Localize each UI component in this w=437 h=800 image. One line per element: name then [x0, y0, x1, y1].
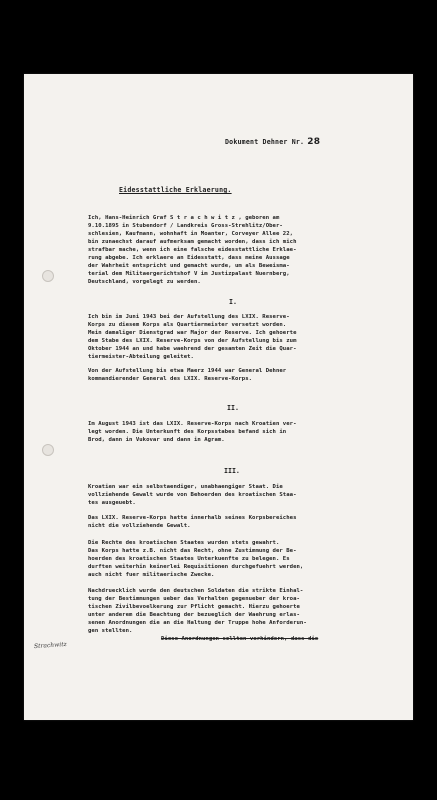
text-line: Das LXIX. Reserve-Korps hatte innerhalb seines Korpsbereiches	[88, 515, 297, 521]
text-line: bin zunaechst darauf aufmerksam gemacht worden, dass ich mich	[88, 239, 297, 245]
section-2-paragraph-1	[88, 420, 388, 444]
text-line: gen stellten.	[88, 628, 133, 634]
text-line: Ich bin im Juni 1943 bei der Aufstellung des LXIX. Reserve-	[88, 314, 290, 320]
text-line: vollziehende Gewalt wurde von Behoerden des kroatischen Staa-	[88, 492, 297, 498]
text-line: Die Rechte des kroatischen Staates wurden stets gewahrt.	[88, 540, 280, 546]
text-line: Ich, Hans-Heinrich Graf S t r a c h w i t z , geboren am	[88, 215, 280, 221]
section-3-paragraph-1	[88, 483, 388, 507]
section-1-paragraph-1	[88, 313, 388, 361]
text-line: legt worden. Die Unterkunft des Korpsstabes befand sich in	[88, 429, 287, 435]
text-line: tes ausgeuebt.	[88, 500, 136, 506]
text-line: durften weiterhin keinerlei Requisitionen durchgefuehrt werden,	[88, 564, 304, 570]
text-line: Brod, dann in Vukovar und dann in Agram.	[88, 437, 225, 443]
punch-hole-upper	[42, 270, 54, 282]
text-line: Mein damaliger Dienstgrad war Major der Reserve. Ich gehoerte	[88, 330, 297, 336]
document-number-label: Dokument Dehner Nr.	[225, 138, 305, 146]
text-line: hoerden des kroatischen Staates Unterkuenfte zu belegen. Es	[88, 556, 290, 562]
text-line: Von der Aufstellung bis etwa Maerz 1944 war General Dehner	[88, 368, 287, 374]
text-line: strafbar mache, wenn ich eine falsche eidesstattliche Erklae-	[88, 247, 297, 253]
text-line: nicht die vollziehende Gewalt.	[88, 523, 191, 529]
text-line: Das Korps hatte z.B. nicht das Recht, ohne Zustimmung der Be-	[88, 548, 297, 554]
text-line: der Wahrheit entspricht und gemacht wurde, um als Beweisma-	[88, 263, 290, 269]
text-line: tung der Bestimmungen ueber das Verhalten gegenueber der kroa-	[88, 596, 300, 602]
text-line: schlesien, Kaufmann, wohnhaft in Moanter, Corveyer Allee 22,	[88, 231, 294, 237]
punch-hole-lower	[42, 444, 54, 456]
text-line: tischen Zivilbevoelkerung zur Pflicht gemacht. Hierzu gehoerte	[88, 604, 300, 610]
text-line: tiermeister-Abteilung geleitet.	[88, 354, 194, 360]
section-numeral-2: II.	[227, 404, 239, 412]
section-3-paragraph-2	[88, 514, 388, 530]
text-line: unter anderem die Beachtung der bezueglich der Waehrung erlas-	[88, 612, 300, 618]
text-line: auch nicht fuer militaerische Zwecke.	[88, 572, 215, 578]
text-line: kommandierender General des LXIX. Reserve-Korps.	[88, 376, 253, 382]
intro-paragraph	[88, 214, 388, 286]
text-line: Oktober 1944 an und habe waehrend der gesamten Zeit die Quar-	[88, 346, 297, 352]
struck-through-line: Diese Anordnungen sollten verhindern, dass die	[161, 636, 319, 642]
section-numeral-3: III.	[224, 467, 240, 475]
section-numeral-1: I.	[229, 298, 237, 306]
document-title: Eidesstattliche Erklaerung.	[119, 186, 232, 194]
document-page	[24, 74, 413, 720]
text-line: rung abgebe. Ich erklaere an Eidesstatt, dass meine Aussage	[88, 255, 290, 261]
document-number: 28	[307, 137, 321, 147]
text-line: terial dem Militaergerichtshof V im Justizpalast Nuernberg,	[88, 271, 290, 277]
text-line: Deutschland, vorgelegt zu werden.	[88, 279, 201, 285]
text-line: Nachdruecklich wurde den deutschen Soldaten die strikte Einhal-	[88, 588, 304, 594]
document-number-header	[225, 137, 320, 147]
text-line: Kroatien war ein selbstaendiger, unabhaengiger Staat. Die	[88, 484, 283, 490]
section-3-paragraph-3	[88, 539, 388, 579]
text-line: dem Stabe des LXIX. Reserve-Korps von der Aufstellung bis zum	[88, 338, 297, 344]
signature: Strachwitz	[33, 640, 68, 651]
text-line: 9.10.1895 in Stubendorf / Landkreis Gross-Strehlitz/Ober-	[88, 223, 283, 229]
text-line: senen Anordnungen die an die Haltung der Truppe hohe Anforderun-	[88, 620, 307, 626]
section-1-paragraph-2	[88, 367, 388, 383]
text-line: Im August 1943 ist das LXIX. Reserve-Korps nach Kroatien ver-	[88, 421, 297, 427]
section-3-paragraph-4	[88, 587, 388, 635]
text-line: Korps zu diesem Korps als Quartiermeister versetzt worden.	[88, 322, 287, 328]
